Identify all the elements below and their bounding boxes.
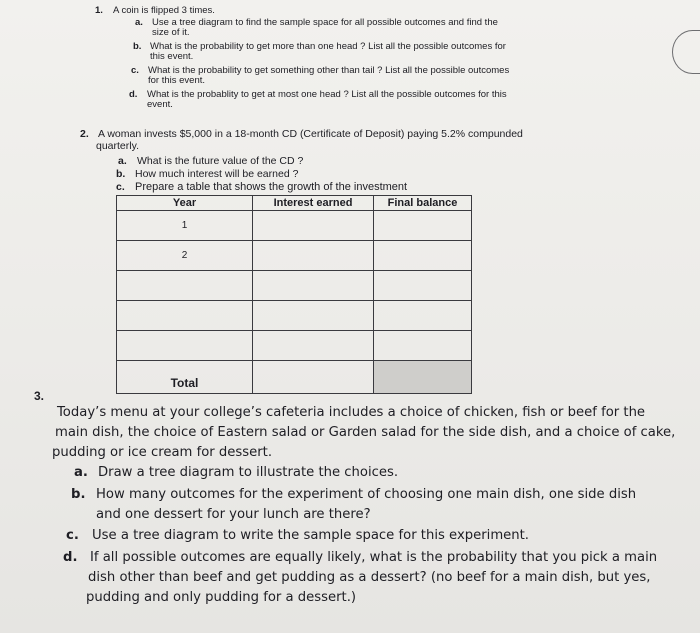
table-cell <box>253 361 374 394</box>
q1-c-line2: for this event. <box>148 75 206 86</box>
q2-a-label: a. <box>118 155 127 167</box>
q1-a-line2: size of it. <box>152 27 190 38</box>
table-cell: 1 <box>117 211 253 241</box>
q1-c-line1: What is the probability to get something other than tail ? List all the possible outcomes <box>148 65 510 76</box>
q1-a-line1: Use a tree diagram to find the sample space for all possible outcomes and find the <box>152 17 498 28</box>
q1-b-label: b. <box>133 41 142 52</box>
shaded-cell <box>374 361 472 394</box>
table-row <box>117 271 472 301</box>
q1-b-line2: this event. <box>150 51 194 62</box>
q3-intro-line3: pudding or ice cream for dessert. <box>52 445 273 460</box>
q3-d-label: d. <box>63 550 78 565</box>
table-cell <box>374 271 472 301</box>
q3-intro-line1: Today’s menu at your college’s cafeteria includes a choice of chicken, fish or beef for the <box>57 405 646 420</box>
table-cell <box>117 301 253 331</box>
table-row <box>117 211 472 241</box>
q1-c-label: c. <box>131 65 139 76</box>
q3-d-line1: If all possible outcomes are equally likely, what is the probability that you pick a main <box>90 550 658 565</box>
table-row <box>117 301 472 331</box>
table-cell <box>117 271 253 301</box>
header-year: Year <box>117 196 253 211</box>
q2-number: 2. <box>80 128 89 140</box>
table-cell <box>253 331 374 361</box>
table-total-row <box>117 361 472 394</box>
table-cell <box>374 211 472 241</box>
table-cell <box>253 301 374 331</box>
q1-d-label: d. <box>129 89 138 100</box>
table-cell <box>253 241 374 271</box>
table-cell <box>253 271 374 301</box>
q3-d-line2: dish other than beef and get pudding as a dessert? (no beef for a main dish, but yes, <box>88 570 651 585</box>
table-row <box>117 241 472 271</box>
table-cell <box>374 241 472 271</box>
total-label: Total <box>117 361 253 394</box>
q2-b-text: How much interest will be earned ? <box>135 168 299 180</box>
page-edge-curve <box>672 30 700 74</box>
table-cell <box>253 211 374 241</box>
q3-d-line3: pudding and only pudding for a dessert.) <box>86 590 357 605</box>
q3-c-label: c. <box>66 528 79 543</box>
header-final-balance: Final balance <box>374 196 472 211</box>
table-cell <box>117 331 253 361</box>
q1-d-line2: event. <box>147 99 173 110</box>
q2-a-text: What is the future value of the CD ? <box>137 155 304 167</box>
q3-number: 3. <box>34 389 45 403</box>
q3-b-line1: How many outcomes for the experiment of choosing one main dish, one side dish <box>96 487 637 502</box>
q3-a-line1: Draw a tree diagram to illustrate the choices. <box>98 465 399 480</box>
table-row <box>117 331 472 361</box>
q3-intro-line2: main dish, the choice of Eastern salad or Garden salad for the side dish, and a choice of cake, <box>55 425 676 440</box>
q2-b-label: b. <box>116 168 126 180</box>
table-cell: 2 <box>117 241 253 271</box>
q3-a-label: a. <box>74 465 88 480</box>
q1-d-line1: What is the probablity to get at most one head ? List all the possible outcomes for this <box>147 89 507 100</box>
q2-line1: A woman invests $5,000 in a 18-month CD (Certificate of Deposit) paying 5.2% compunded <box>98 128 523 140</box>
table-header-row <box>117 196 472 211</box>
q3-b-line2: and one dessert for your lunch are there? <box>96 507 371 522</box>
q1-a-label: a. <box>135 17 143 28</box>
table-cell <box>374 331 472 361</box>
q3-b-label: b. <box>71 487 86 502</box>
q3-c-line1: Use a tree diagram to write the sample space for this experiment. <box>92 528 529 543</box>
header-interest-earned: Interest earned <box>253 196 374 211</box>
table-cell <box>374 301 472 331</box>
investment-growth-table <box>116 195 472 394</box>
q2-c-text: Prepare a table that shows the growth of the investment <box>135 181 408 193</box>
q2-line2: quarterly. <box>96 140 139 152</box>
q2-c-label: c. <box>116 181 125 193</box>
q1-b-line1: What is the probability to get more than one head ? List all the possible outcomes for <box>150 41 506 52</box>
q1-title: A coin is flipped 3 times. <box>113 5 215 16</box>
q1-number: 1. <box>95 5 103 16</box>
